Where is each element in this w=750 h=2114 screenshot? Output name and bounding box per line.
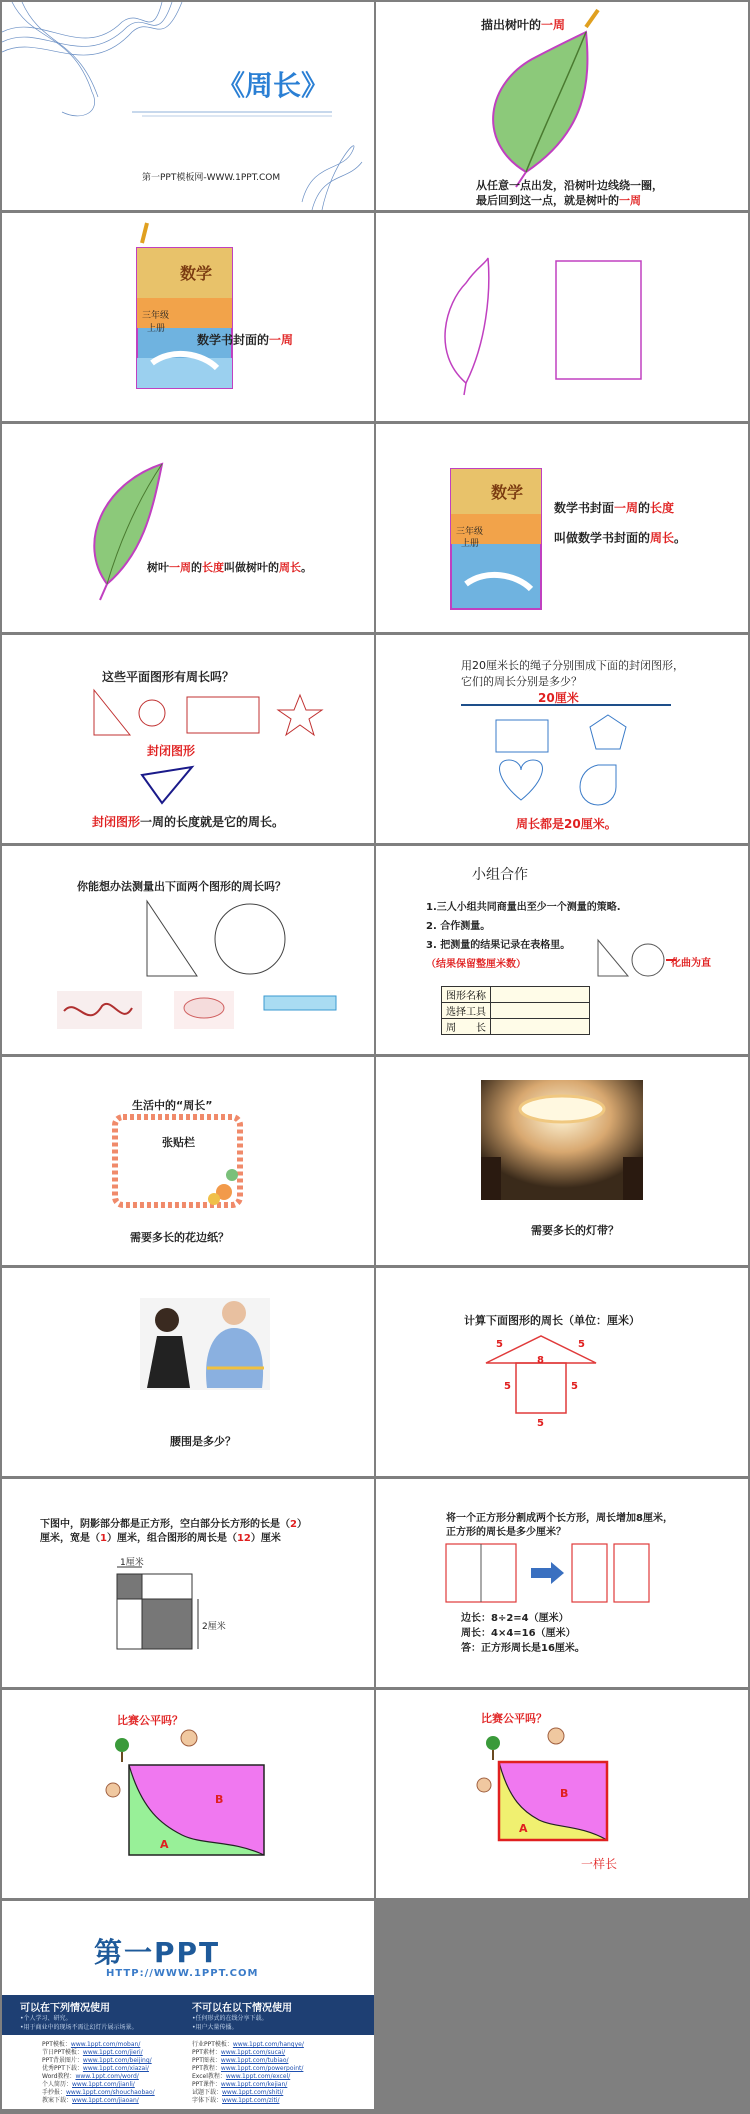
caption: 数学书封面的一周 [197, 333, 294, 347]
link-url[interactable]: www.1ppt.com/powerpoint/ [220, 2065, 304, 2072]
book-grade: 三年级 [142, 311, 170, 321]
step-1: 1.三人小组共同商量出至少一个测量的策略. [426, 902, 621, 913]
question: 比赛公平吗？ [117, 1714, 183, 1727]
label-5: 5 [537, 1418, 544, 1429]
link-row [42, 2097, 155, 2105]
dim-1cm: 1厘米 [120, 1558, 144, 1568]
site-label: 第一PPT模板网-WWW.1PPT.COM [142, 173, 281, 183]
link-label: 优秀PPT下载： [42, 2065, 83, 2072]
answer: 周长都是20厘米。 [516, 817, 617, 831]
outline-shapes [376, 213, 748, 421]
link-label: 节日PPT模板： [42, 2049, 83, 2056]
slide-10-group-work[interactable] [376, 846, 748, 1054]
step-2: 2. 合作测量。 [426, 921, 491, 932]
link-label: 手抄报： [42, 2089, 67, 2096]
shape-examples [2, 635, 374, 843]
book-illustration [376, 424, 748, 632]
link-label: Excel教程： [192, 2073, 226, 2080]
conclusion: 封闭图形一周的长度就是它的周长。 [92, 815, 285, 829]
slide-16-square-split[interactable] [376, 1479, 748, 1687]
link-url[interactable]: www.1ppt.com/sucai/ [220, 2049, 286, 2056]
link-row [192, 2049, 304, 2057]
link-url[interactable]: www.1ppt.com/ziti/ [222, 2097, 280, 2104]
slide-4-outlines[interactable] [376, 213, 748, 421]
rope-shapes [376, 635, 748, 843]
measure-items [2, 846, 374, 1054]
row-label: 选择工具 [442, 1003, 491, 1019]
title: 生活中的“周长” [132, 1099, 213, 1112]
link-url[interactable]: www.1ppt.com/jieri/ [82, 2049, 143, 2056]
link-label: 试题下载： [192, 2089, 223, 2096]
slide-17-fair-race[interactable] [2, 1690, 374, 1898]
link-url[interactable]: www.1ppt.com/xiazai/ [82, 2065, 149, 2072]
book-illustration [2, 213, 374, 421]
book-volume: 上册 [147, 324, 166, 334]
links-right [192, 2041, 304, 2105]
link-url[interactable]: www.1ppt.com/jianli/ [72, 2081, 135, 2088]
slide-11-board[interactable] [2, 1057, 374, 1265]
region-a: A [160, 1838, 169, 1851]
link-label: PPT图表： [192, 2057, 221, 2064]
dim-2cm: 2厘米 [202, 1622, 226, 1632]
link-row [192, 2073, 304, 2081]
book-title: 数学 [491, 483, 524, 502]
definition: 树叶一周的长度叫做树叶的周长。 [147, 561, 312, 574]
link-row [42, 2089, 155, 2097]
question: 比赛公平吗？ [481, 1712, 547, 1725]
slide-8-rope[interactable] [376, 635, 748, 843]
question: 计算下面图形的周长（单位：厘米） [464, 1314, 640, 1327]
link-url[interactable]: www.1ppt.com/hangye/ [232, 2041, 304, 2048]
line-2: 最后回到这一点，就是树叶的一周 [476, 194, 641, 207]
line-2: 厘米，宽是（1）厘米，组合图形的周长是（12）厘米 [40, 1533, 281, 1544]
label-5: 5 [578, 1339, 585, 1350]
def-line-1: 数学书封面一周的长度 [554, 501, 675, 515]
link-row [192, 2097, 304, 2105]
link-row [42, 2041, 155, 2049]
link-url[interactable]: www.1ppt.com/moban/ [70, 2041, 141, 2048]
note: （结果保留整厘米数） [426, 959, 526, 970]
cell[interactable] [491, 1003, 590, 1019]
link-label: PPT教程： [192, 2065, 221, 2072]
slide-12-ceiling[interactable] [376, 1057, 748, 1265]
can-use-2: •用于商业中的现场不需让幻灯片展示场景。 [20, 2024, 138, 2031]
link-row [192, 2089, 304, 2097]
book-volume: 上册 [461, 539, 480, 549]
heading: 描出树叶的一周 [481, 18, 566, 32]
table-row [442, 1003, 590, 1019]
line-2: 它们的周长分别是多少？ [461, 675, 582, 688]
can-use-1: •个人学习、研究。 [20, 2015, 72, 2022]
link-label: PPT课件： [192, 2081, 221, 2088]
link-label: PPT模板： [42, 2041, 71, 2048]
closed-shape-label: 封闭图形 [147, 744, 196, 758]
record-table [441, 986, 590, 1035]
line-1: 用20厘米长的绳子分别围成下面的封闭图形， [461, 659, 684, 672]
cell[interactable] [491, 1019, 590, 1035]
title: 小组合作 [472, 867, 528, 883]
label-8: 8 [537, 1355, 544, 1366]
book-grade: 三年级 [456, 527, 484, 537]
link-row [192, 2081, 304, 2089]
rope-length: 20厘米 [538, 691, 579, 705]
link-url[interactable]: www.1ppt.com/beijing/ [82, 2057, 152, 2064]
slide-18-same-length[interactable] [376, 1690, 748, 1898]
link-row [192, 2065, 304, 2073]
link-row [192, 2041, 304, 2049]
link-url[interactable]: www.1ppt.com/word/ [75, 2073, 139, 2080]
link-row [42, 2081, 155, 2089]
link-url[interactable]: www.1ppt.com/jiaoan/ [72, 2097, 139, 2104]
link-label: PPT背景图片： [42, 2057, 83, 2064]
board-title: 张贴栏 [162, 1136, 195, 1149]
link-row [42, 2073, 155, 2081]
cannot-use-1: •任何形式的在线分享下载。 [192, 2015, 268, 2022]
slide-14-house-shape[interactable] [376, 1268, 748, 1476]
slide-2-leaf-trace[interactable] [376, 2, 748, 210]
link-url[interactable]: www.1ppt.com/kejian/ [220, 2081, 288, 2088]
step-3: 3. 把测量的结果记录在表格里。 [426, 940, 571, 951]
cannot-use-2: •用户大量传播。 [192, 2024, 238, 2031]
label-5: 5 [504, 1381, 511, 1392]
cannot-use-title: 不可以在以下情况使用 [192, 2003, 292, 2014]
slide-5-leaf-definition[interactable] [2, 424, 374, 632]
row-label: 周 长 [442, 1019, 491, 1035]
label-5: 5 [571, 1381, 578, 1392]
can-use-title: 可以在下列情况使用 [20, 2003, 110, 2014]
question: 这些平面图形有周长吗？ [102, 670, 235, 684]
links-left [42, 2041, 155, 2105]
book-title: 数学 [180, 264, 213, 283]
link-url[interactable]: www.1ppt.com/excel/ [225, 2073, 291, 2080]
curve-to-straight: 化曲为直 [671, 958, 711, 969]
link-row [192, 2057, 304, 2065]
line-1: 将一个正方形分割成两个长方形，周长增加8厘米， [446, 1513, 673, 1524]
link-label: 字体下载： [192, 2097, 223, 2104]
composite-figure [2, 1479, 374, 1687]
link-row [42, 2057, 155, 2065]
race-figure [2, 1690, 374, 1898]
slide-6-book-definition[interactable] [376, 424, 748, 632]
answer-3: 答：正方形周长是16厘米。 [461, 1643, 585, 1654]
slide-9-measure[interactable] [2, 846, 374, 1054]
link-label: 行业PPT模板： [192, 2041, 233, 2048]
slide-7-closed-shapes[interactable] [2, 635, 374, 843]
link-url[interactable]: www.1ppt.com/shiti/ [222, 2089, 284, 2096]
label-5: 5 [496, 1339, 503, 1350]
region-b: B [215, 1793, 224, 1806]
link-row [42, 2049, 155, 2057]
logo: 第一PPT [94, 1936, 221, 1969]
slide-13-waist[interactable] [2, 1268, 374, 1476]
line-1: 下图中，阴影部分都是正方形，空白部分长方形的长是（2） [40, 1519, 307, 1530]
leaf-illustration [2, 424, 374, 632]
question: 需要多长的花边纸？ [130, 1231, 229, 1244]
table-row [442, 1019, 590, 1035]
link-label: 教案下载： [42, 2097, 73, 2104]
slide-15-composite[interactable] [2, 1479, 374, 1687]
slide-title: 《周长》 [217, 69, 330, 102]
question: 腰围是多少？ [170, 1435, 236, 1448]
slide-19-credits[interactable] [2, 1901, 374, 2109]
line-2: 正方形的周长是多少厘米？ [446, 1527, 566, 1538]
question: 需要多长的灯带？ [531, 1224, 619, 1237]
link-label: Word教程： [42, 2073, 76, 2080]
row-label: 图形名称 [442, 987, 491, 1003]
table-row [442, 987, 590, 1003]
usage-band [2, 1995, 374, 2035]
region-b: B [560, 1787, 569, 1800]
link-row [42, 2065, 155, 2073]
house-figure [376, 1268, 748, 1476]
link-label: PPT素材： [192, 2049, 221, 2056]
logo-url: HTTP://WWW.1PPT.COM [106, 1968, 259, 1979]
question: 你能想办法测量出下面两个图形的周长吗？ [77, 880, 286, 893]
link-label: 个人简历： [42, 2081, 73, 2088]
link-url[interactable]: www.1ppt.com/shouchaobao/ [66, 2089, 155, 2096]
answer: 一样长 [581, 1857, 618, 1871]
split-figure [376, 1479, 748, 1687]
answer-1: 边长：8÷2=4（厘米） [461, 1613, 569, 1624]
def-line-2: 叫做数学书封面的周长。 [554, 531, 687, 545]
slide-1-title[interactable] [2, 2, 374, 210]
region-a: A [519, 1822, 528, 1835]
slide-3-book[interactable] [2, 213, 374, 421]
line-1: 从任意一点出发，沿树叶边线绕一圈， [476, 179, 663, 192]
link-url[interactable]: www.1ppt.com/tubiao/ [220, 2057, 289, 2064]
answer-2: 周长：4×4=16（厘米） [461, 1628, 576, 1639]
cell[interactable] [491, 987, 590, 1003]
